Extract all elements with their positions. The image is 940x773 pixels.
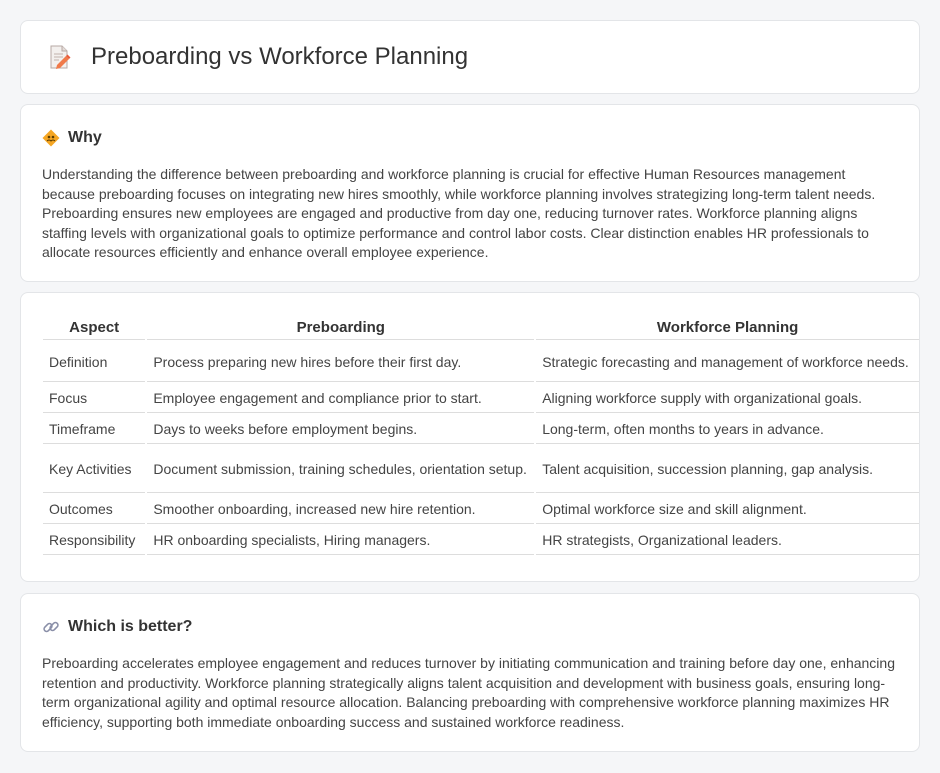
which-better-heading: Which is better? [68, 618, 193, 635]
header-workforce-planning: Workforce Planning [536, 315, 919, 340]
table-row [43, 384, 919, 413]
comparison-card [20, 292, 920, 582]
table-header-row [43, 315, 919, 340]
header-aspect: Aspect [43, 315, 145, 340]
row-aspect: Outcomes [43, 495, 145, 524]
row-aspect: Definition [43, 342, 145, 382]
why-heading: Why [68, 129, 102, 146]
page-title: Preboarding vs Workforce Planning [91, 43, 469, 70]
document-pencil-icon [45, 43, 73, 71]
which-better-paragraph: Preboarding accelerates employee engagement and reduces turnover by initiating communication and training before day one, enhancing retention and productivity. Workforce planning strategically aligns talent acquisition and development with business goals, ensuring long-term organizational agility and optimal resource allocation. Balancing preboarding with comprehensive workforce planning maximizes HR efficiency, supporting both immediate onboarding success and sustained workforce readiness. [42, 655, 895, 730]
row-workforce-planning: Talent acquisition, succession planning, gap analysis. [536, 446, 919, 493]
header-preboarding: Preboarding [147, 315, 534, 340]
row-aspect: Responsibility [43, 526, 145, 555]
table-row [43, 526, 919, 555]
row-workforce-planning: Strategic forecasting and management of workforce needs. [536, 342, 919, 382]
row-preboarding: Smoother onboarding, increased new hire retention. [147, 495, 534, 524]
row-preboarding: Process preparing new hires before their first day. [147, 342, 534, 382]
row-aspect: Key Activities [43, 446, 145, 493]
row-workforce-planning: Long-term, often months to years in advance. [536, 415, 919, 444]
row-aspect: Timeframe [43, 415, 145, 444]
row-preboarding: Days to weeks before employment begins. [147, 415, 534, 444]
row-workforce-planning: Aligning workforce supply with organizational goals. [536, 384, 919, 413]
title-card [20, 20, 920, 94]
comparison-table [41, 313, 921, 557]
row-aspect: Focus [43, 384, 145, 413]
table-row [43, 446, 919, 493]
table-row [43, 495, 919, 524]
link-icon [42, 618, 60, 636]
why-section [20, 104, 920, 282]
table-row [43, 342, 919, 382]
row-preboarding: Document submission, training schedules, orientation setup. [147, 446, 534, 493]
diamond-people-icon [42, 129, 60, 147]
row-workforce-planning: Optimal workforce size and skill alignment. [536, 495, 919, 524]
which-better-section [20, 593, 920, 752]
table-row [43, 415, 919, 444]
row-preboarding: HR onboarding specialists, Hiring managers. [147, 526, 534, 555]
row-workforce-planning: HR strategists, Organizational leaders. [536, 526, 919, 555]
row-preboarding: Employee engagement and compliance prior to start. [147, 384, 534, 413]
why-paragraph: Understanding the difference between preboarding and workforce planning is crucial for effective Human Resources management because preboarding focuses on integrating new hires smoothly, while workforce planning involves strategizing long-term talent needs. Preboarding ensures new employees are engaged and productive from day one, reducing turnover rates. Workforce planning aligns staffing levels with organizational goals to optimize performance and control labor costs. Clear distinction enables HR professionals to allocate resources efficiently and enhance overall employee experience. [42, 166, 876, 261]
